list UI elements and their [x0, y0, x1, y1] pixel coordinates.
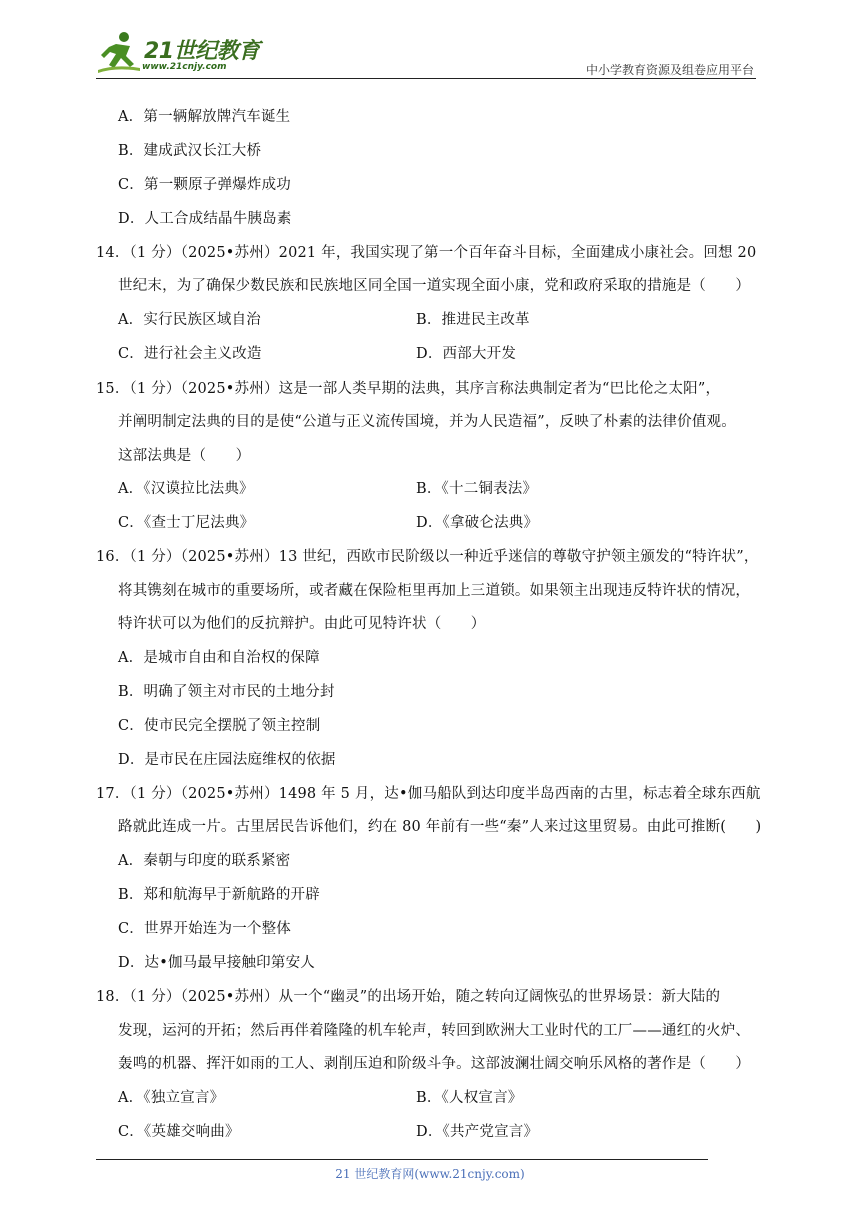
question-18-stem: 轰鸣的机器、挥汗如雨的工人、剥削压迫和阶级斗争。这部波澜壮阔交响乐风格的著作是（ ）: [118, 1056, 751, 1072]
q16-option-a: A．是城市自由和自治权的保障: [118, 650, 320, 666]
q14-option-d: D．西部大开发: [416, 346, 517, 362]
question-17-stem: 17．（1 分）（2025•苏州）1498 年 5 月，达•伽马船队到达印度半岛西南的古里，标志着全球东西航: [96, 786, 761, 802]
question-14-stem: 14．（1 分）（2025•苏州）2021 年，我国实现了第一个百年奋斗目标，全面建成小康社会。回想 20: [96, 245, 757, 261]
q18-option-b: B．《人权宣言》: [416, 1090, 523, 1106]
q15-option-d: D．《拿破仑法典》: [416, 515, 539, 531]
question-18-stem: 发现，运河的开拓；然后再伴着隆隆的机车轮声，转回到欧洲大工业时代的工厂——通红的火炉、: [118, 1023, 751, 1039]
option-d: D．人工合成结晶牛胰岛素: [118, 211, 292, 227]
header-divider: [96, 78, 756, 79]
question-16-stem: 特许状可以为他们的反抗辩护。由此可见特许状（ ）: [118, 616, 486, 632]
question-14-stem: 世纪末，为了确保少数民族和民族地区同全国一道实现全面小康，党和政府采取的措施是（ ）: [118, 278, 751, 294]
q16-option-b: B．明确了领主对市民的土地分封: [118, 684, 335, 700]
footer-divider: [96, 1159, 708, 1160]
q14-option-c: C．进行社会主义改造: [118, 346, 262, 362]
q18-option-d: D．《共产党宣言》: [416, 1124, 539, 1140]
q15-option-c: C．《查士丁尼法典》: [118, 515, 255, 531]
q15-option-b: B．《十二铜表法》: [416, 481, 538, 497]
q18-option-c: C．《英雄交响曲》: [118, 1124, 240, 1140]
q16-option-d: D．是市民在庄园法庭维权的依据: [118, 752, 336, 768]
option-b: B．建成武汉长江大桥: [118, 143, 262, 159]
page-footer: 21 世纪教育网(www.21cnjy.com): [335, 1167, 525, 1181]
logo-url: www.21cnjy.com: [142, 62, 227, 72]
q18-option-a: A．《独立宣言》: [118, 1090, 225, 1106]
option-a: A．第一辆解放牌汽车诞生: [118, 109, 291, 125]
logo-text: 21世纪教育: [144, 39, 260, 64]
platform-title: 中小学教育资源及组卷应用平台: [585, 63, 754, 77]
q16-option-c: C．使市民完全摆脱了领主控制: [118, 718, 321, 734]
q14-option-a: A．实行民族区域自治: [118, 312, 261, 328]
page-header: [0, 0, 860, 90]
question-16-stem: 将其镌刻在城市的重要场所，或者藏在保险柜里再加上三道锁。如果领主出现违反特许状的情况，: [118, 583, 751, 599]
runner-logo-icon: [96, 30, 142, 76]
question-16-stem: 16．（1 分）（2025•苏州）13 世纪，西欧市民阶级以一种近乎迷信的尊敬守护领主颁发的“特许状”，: [96, 549, 759, 565]
q17-option-a: A．秦朝与印度的联系紧密: [118, 853, 291, 869]
question-17-stem: 路就此连成一片。古里居民告诉他们，约在 80 年前有一些“秦”人来过这里贸易。由此可推断( ): [118, 819, 762, 835]
q14-option-b: B．推进民主改革: [416, 312, 530, 328]
question-15-stem: 15．（1 分）（2025•苏州）这是一部人类早期的法典，其序言称法典制定者为“巴比伦之太阳”，: [96, 381, 721, 397]
option-c: C．第一颗原子弹爆炸成功: [118, 177, 291, 193]
q15-option-a: A．《汉谟拉比法典》: [118, 481, 254, 497]
question-15-stem: 这部法典是（ ）: [118, 448, 251, 464]
site-logo: [96, 30, 266, 80]
question-18-stem: 18．（1 分）（2025•苏州）从一个“幽灵”的出场开始，随之转向辽阔恢弘的世界场景：新大陆的: [96, 989, 721, 1005]
q17-option-c: C．世界开始连为一个整体: [118, 921, 291, 937]
q17-option-d: D．达•伽马最早接触印第安人: [118, 955, 315, 971]
q17-option-b: B．郑和航海早于新航路的开辟: [118, 887, 320, 903]
question-15-stem: 并阐明制定法典的目的是使“公道与正义流传国境，并为人民造福”，反映了朴素的法律价值观。: [118, 414, 736, 430]
